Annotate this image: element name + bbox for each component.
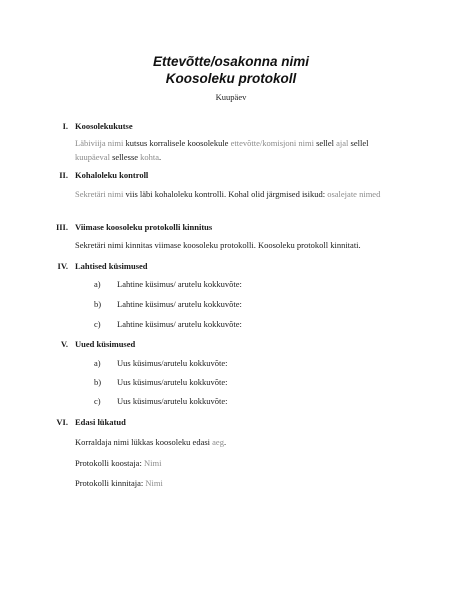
section-title: Viimase koosoleku protokolli kinnitus — [75, 222, 213, 232]
placeholder-text: kuupäeval — [75, 152, 110, 162]
body-text: viis läbi kohaloleku kontrolli. Kohal olid järgmised isikud: — [123, 189, 328, 199]
document-title: Koosoleku protokoll — [165, 71, 297, 86]
body-text: sellel — [313, 138, 337, 148]
section-title: Lahtised küsimused — [75, 261, 148, 271]
item-letter: c) — [94, 396, 101, 406]
body-text: Protokolli koostaja: — [75, 458, 144, 468]
section-number: IV. — [57, 261, 68, 271]
meeting-date: Kuupäev — [215, 92, 247, 102]
item-letter: a) — [94, 358, 101, 368]
section-title: Kohaloleku kontroll — [75, 170, 149, 180]
section-number: VI. — [56, 417, 68, 427]
placeholder-text: Läbiviija nimi — [75, 138, 124, 148]
section-title: Koosolekukutse — [75, 121, 133, 131]
section-title: Uued küsimused — [75, 339, 136, 349]
section-number: I. — [62, 121, 68, 131]
item-letter: c) — [94, 319, 101, 329]
section-number: V. — [60, 339, 68, 349]
postponed-line — [75, 435, 395, 449]
item-letter: b) — [94, 299, 102, 309]
body-text: Protokolli kinnitaja: — [75, 478, 146, 488]
item-text: Lahtine küsimus/ arutelu kokkuvõte: — [117, 299, 242, 309]
item-letter: a) — [94, 279, 101, 289]
placeholder-text: aeg — [212, 437, 224, 447]
placeholder-text: Nimi — [143, 458, 162, 468]
body-text: . — [223, 437, 227, 447]
section-2-body — [75, 187, 395, 201]
placeholder-text: ajal — [336, 138, 349, 148]
body-text: sellel — [348, 138, 369, 148]
section-number: II. — [59, 170, 68, 180]
body-text: kutsus korralisele koosolekule — [123, 138, 231, 148]
placeholder-text: Nimi — [145, 478, 163, 488]
item-text: Uus küsimus/arutelu kokkuvõte: — [117, 377, 228, 387]
section-1-body — [75, 136, 395, 164]
company-title: Ettevõtte/osakonna nimi — [152, 54, 310, 69]
section-title: Edasi lükatud — [75, 417, 126, 427]
item-text: Lahtine küsimus/ arutelu kokkuvõte: — [117, 319, 242, 329]
placeholder-text: kohta — [140, 152, 160, 162]
body-text: Korraldaja nimi lükkas koosoleku edasi — [75, 437, 213, 447]
section-number: III. — [55, 222, 68, 232]
section-3-body: Sekretäri nimi kinnitas viimase koosoleku protokolli. Koosoleku protokoll kinnitati. — [75, 240, 361, 250]
placeholder-text: ettevõtte/komisjoni nimi — [230, 138, 314, 148]
minutes-approver-line — [75, 476, 395, 490]
body-text: sellesse — [109, 152, 141, 162]
body-text: . — [159, 152, 162, 162]
item-text: Lahtine küsimus/ arutelu kokkuvõte: — [117, 279, 242, 289]
placeholder-text: Sekretäri nimi — [75, 189, 124, 199]
minutes-author-line — [75, 456, 395, 470]
placeholder-text: osalejate nimed — [327, 189, 381, 199]
item-text: Uus küsimus/arutelu kokkuvõte: — [117, 358, 228, 368]
item-text: Uus küsimus/arutelu kokkuvõte: — [117, 396, 228, 406]
item-letter: b) — [94, 377, 102, 387]
